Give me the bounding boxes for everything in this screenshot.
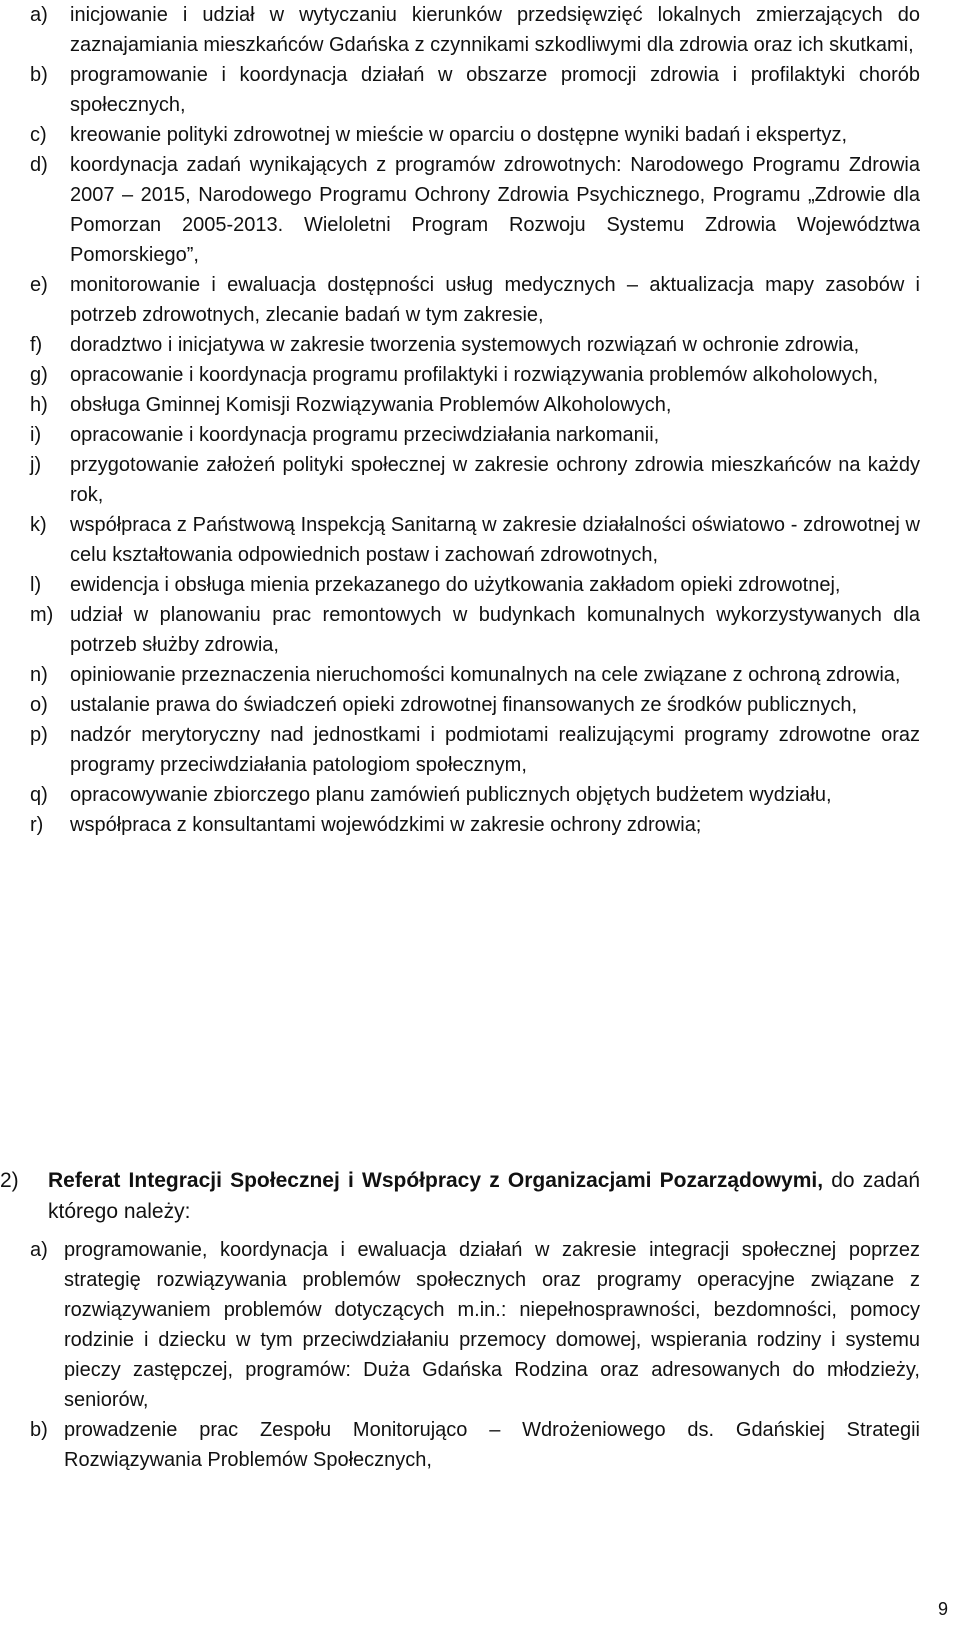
list-item: [0, 330, 920, 360]
section-heading: [0, 1165, 920, 1227]
list-item-text: opiniowanie przeznaczenia nieruchomości komunalnych na cele związane z ochroną zdrowia,: [70, 664, 901, 686]
list-item-letter: g): [30, 364, 48, 386]
list-item-letter: m): [30, 604, 54, 626]
list-item-letter: o): [30, 694, 48, 716]
list-item-letter: r): [30, 814, 44, 836]
list-item-text: nadzór merytoryczny nad jednostkami i podmiotami realizującymi programy zdrowotne oraz programy przeciwdziałania patologiom społecznym,: [70, 724, 920, 776]
list-item-letter: j): [30, 454, 42, 476]
list-item-letter: q): [30, 784, 48, 806]
list-item: [0, 360, 920, 390]
list-item-text: obsługa Gminnej Komisji Rozwiązywania Problemów Alkoholowych,: [70, 394, 672, 416]
section-title: Referat Integracji Społecznej i Współpracy z Organizacjami Pozarządowymi,: [48, 1169, 824, 1192]
list-item-text: ewidencja i obsługa mienia przekazanego do użytkowania zakładom opieki zdrowotnej,: [70, 574, 841, 596]
list-item-letter: c): [30, 124, 47, 146]
list-item: [0, 270, 920, 330]
list-item: [0, 420, 920, 450]
list-item-text: inicjowanie i udział w wytyczaniu kierunków przedsięwzięć lokalnych zmierzających do zaznajamiania mieszkańców Gdańska z czynnikami szkodliwymi dla zdrowia oraz ich skutkami,: [70, 4, 920, 56]
list-item-letter: e): [30, 274, 48, 296]
list-item-text: opracowanie i koordynacja programu przeciwdziałania narkomanii,: [70, 424, 660, 446]
list-item-text: przygotowanie założeń polityki społecznej w zakresie ochrony zdrowia mieszkańców na każdy rok,: [70, 454, 920, 506]
list-item-letter: i): [30, 424, 42, 446]
list-item: [0, 810, 920, 840]
list-item: [0, 690, 920, 720]
list-item-letter: p): [30, 724, 48, 746]
list-item: [0, 510, 920, 570]
list-item: [0, 450, 920, 510]
list-item: [0, 720, 920, 780]
section-task-list: [0, 1235, 960, 1475]
list-item-text: prowadzenie prac Zespołu Monitorująco – Wdrożeniowego ds. Gdańskiej Strategii Rozwiązywania Problemów Społecznych,: [64, 1419, 920, 1471]
list-item: [0, 150, 920, 270]
list-item: [0, 570, 920, 600]
list-item-letter: l): [30, 574, 42, 596]
list-item-text: koordynacja zadań wynikających z programów zdrowotnych: Narodowego Programu Zdrowia 2007 – 2015, Narodowego Programu Ochrony Zdrowia Psychicznego, Programu „Zdrowie dla Pomorzan 2005-2013. Wieloletni Program Rozwoju Systemu Zdrowia Województwa Pomorskiego”,: [70, 154, 920, 266]
section-2: [0, 1165, 960, 1475]
list-item-letter: b): [30, 64, 48, 86]
list-item-letter: a): [30, 1239, 48, 1261]
list-item: [0, 0, 920, 60]
list-item-letter: d): [30, 154, 48, 176]
list-item: [0, 660, 920, 690]
list-item: [0, 1415, 920, 1475]
list-item-letter: n): [30, 664, 48, 686]
list-item-letter: f): [30, 334, 43, 356]
list-item-letter: b): [30, 1419, 48, 1441]
section-number: 2): [0, 1169, 19, 1192]
list-item-text: opracowanie i koordynacja programu profilaktyki i rozwiązywania problemów alkoholowych,: [70, 364, 879, 386]
list-item: [0, 60, 920, 120]
list-item-text: udział w planowaniu prac remontowych w budynkach komunalnych wykorzystywanych dla potrzeb służby zdrowia,: [70, 604, 920, 656]
list-item-text: opracowywanie zbiorczego planu zamówień publicznych objętych budżetem wydziału,: [70, 784, 832, 806]
page-number: 9: [937, 1599, 948, 1619]
list-item: [0, 120, 920, 150]
list-item: [0, 780, 920, 810]
section-title-rest: do zadań którego należy:: [48, 1169, 920, 1223]
list-item: [0, 600, 920, 660]
list-item-text: ustalanie prawa do świadczeń opieki zdrowotnej finansowanych ze środków publicznych,: [70, 694, 858, 716]
list-item-text: współpraca z konsultantami wojewódzkimi w zakresie ochrony zdrowia;: [70, 814, 702, 836]
list-item-text: doradztwo i inicjatywa w zakresie tworzenia systemowych rozwiązań w ochronie zdrowia,: [70, 334, 860, 356]
list-item-text: współpraca z Państwową Inspekcją Sanitarną w zakresie działalności oświatowo - zdrowotnej w celu kształtowania odpowiednich postaw i zachowań zdrowotnych,: [70, 514, 920, 566]
list-item-letter: h): [30, 394, 48, 416]
list-item-letter: a): [30, 4, 48, 26]
list-item-text: kreowanie polityki zdrowotnej w mieście w oparciu o dostępne wyniki badań i ekspertyz,: [70, 124, 848, 146]
list-item-letter: k): [30, 514, 47, 536]
list-item-text: monitorowanie i ewaluacja dostępności usług medycznych – aktualizacja mapy zasobów i potrzeb zdrowotnych, zlecanie badań w tym zakresie,: [70, 274, 920, 326]
list-item-text: programowanie, koordynacja i ewaluacja działań w zakresie integracji społecznej poprzez strategię rozwiązywania problemów społecznych oraz programy operacyjne związane z rozwiązywaniem problemów dotyczących m.in.: niepełnosprawności, bezdomności, pomocy rodzinie i dziecku w tym przeciwdziałaniu przemocy domowej, wspierania rodziny i systemu pieczy zastępczej, programów: Duża Gdańska Rodzina oraz adresowanych do młodzieży, seniorów,: [64, 1239, 920, 1411]
list-item: [0, 390, 920, 420]
list-item: [0, 1235, 920, 1415]
list-item-text: programowanie i koordynacja działań w obszarze promocji zdrowia i profilaktyki chorób społecznych,: [70, 64, 920, 116]
